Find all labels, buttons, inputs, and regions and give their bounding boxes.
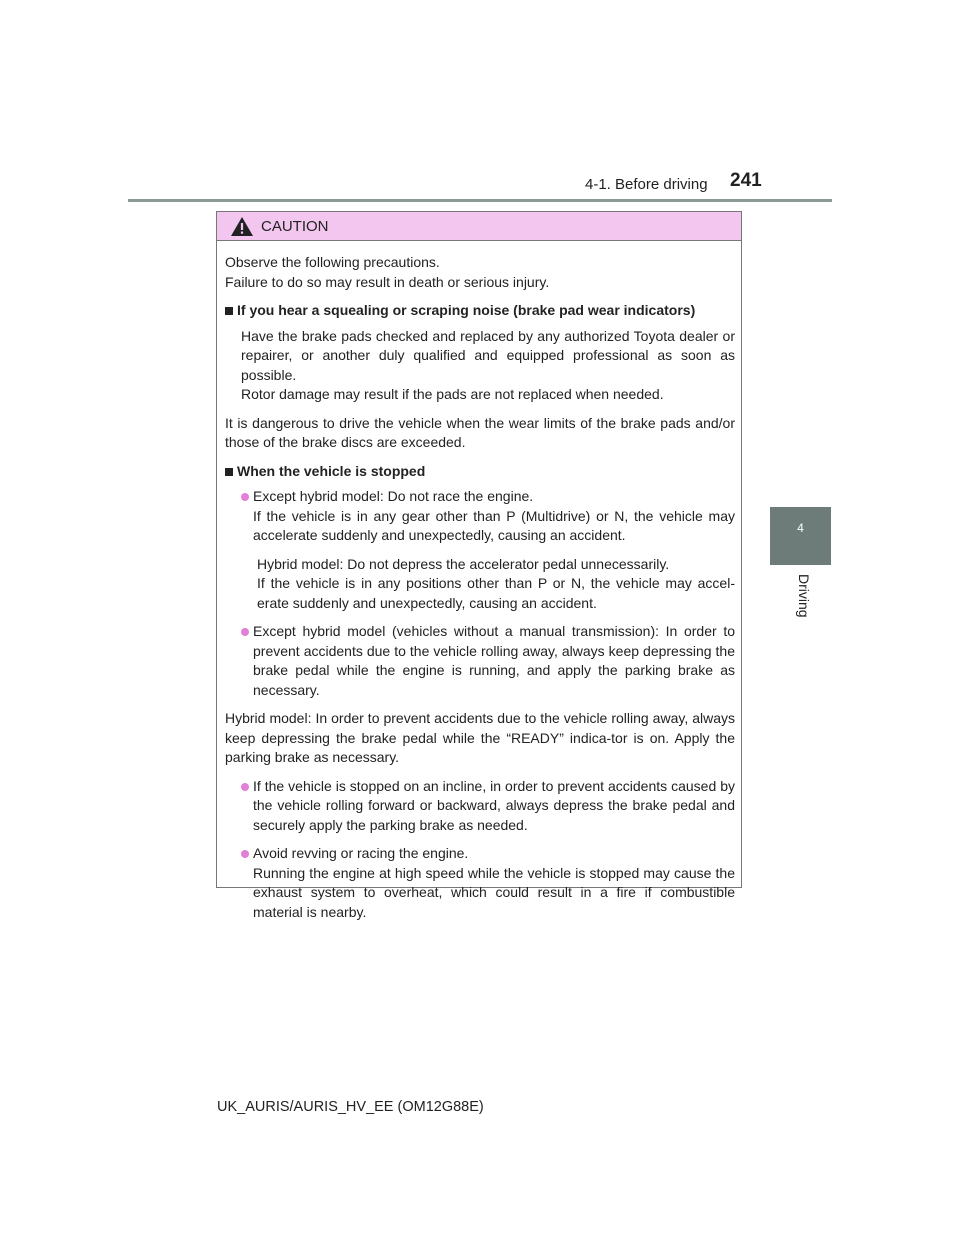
- chapter-tab: [770, 507, 831, 565]
- paragraph-line: Running the engine at high speed while the vehicle is stopped may cause the exhaust system to overheat, which could result in a fire if combustible material is nearby.: [253, 864, 735, 920]
- list-item: [241, 487, 735, 546]
- list-item-text: [253, 487, 735, 546]
- caution-intro: [225, 253, 735, 292]
- brake-pad-paragraph-1: [241, 327, 735, 405]
- list-item: [241, 844, 735, 922]
- warning-triangle-icon: [230, 216, 254, 237]
- brake-pad-paragraph-2: It is dangerous to drive the vehicle when the wear limits of the brake pads and/or those of the brake discs are exceeded.: [225, 414, 735, 450]
- list-item-text: [253, 844, 735, 922]
- chapter-tab-number: 4: [797, 521, 804, 535]
- round-bullet-icon: [241, 493, 249, 501]
- sub-paragraph: [257, 555, 735, 614]
- list-item-text: Except hybrid model (vehicles without a manual transmission): In order to prevent accidents due to the vehicle rolling away, always keep depressing the brake pedal while the engine is running, and apply the parking brake as necessary.: [253, 623, 735, 698]
- sub-paragraph: Hybrid model: In order to prevent accidents due to the vehicle rolling away, always keep depressing the brake pedal while the “READY” indica-tor is on. Apply the parking brake as necessary.: [225, 710, 735, 765]
- page-number: 241: [730, 170, 762, 191]
- round-bullet-icon: [241, 850, 249, 858]
- paragraph-line: Except hybrid model: Do not race the engine.: [253, 488, 534, 504]
- paragraph-line: Rotor damage may result if the pads are not replaced when needed.: [241, 386, 664, 402]
- paragraph-line: Hybrid model: Do not depress the accelerator pedal unnecessarily.: [257, 555, 670, 572]
- round-bullet-icon: [241, 783, 249, 791]
- caution-title: CAUTION: [261, 217, 329, 235]
- list-item-text: If the vehicle is stopped on an incline, in order to prevent accidents caused by the vehicle rolling forward or backward, always depress the brake pedal and securely apply the parking brake as needed.: [253, 777, 735, 833]
- intro-line-1: Observe the following precautions.: [225, 254, 440, 270]
- paragraph-line: If the vehicle is in any positions other than P or N, the vehicle may accel-erate suddenly and unexpectedly, causing an accident.: [257, 575, 735, 611]
- footer-document-code: UK_AURIS/AURIS_HV_EE (OM12G88E): [217, 1099, 484, 1115]
- paragraph-line: If the vehicle is in any gear other than P (Multidrive) or N, the vehicle may accelerate suddenly and unexpectedly, causing an accident.: [253, 507, 735, 543]
- header-divider: [128, 199, 832, 202]
- square-bullet-icon: [225, 307, 233, 315]
- caution-body: [217, 241, 741, 922]
- paragraph-line: Have the brake pads checked and replaced by any authorized Toyota dealer or repairer, or another duly qualified and equipped professional as soon as possible.: [241, 327, 735, 383]
- chapter-tab-label: Driving: [796, 574, 812, 618]
- header-section-title: 4-1. Before driving: [585, 176, 708, 193]
- section-heading-brake-pad: [225, 301, 735, 321]
- caution-header: [217, 212, 741, 241]
- intro-line-2: Failure to do so may result in death or serious injury.: [225, 273, 550, 290]
- round-bullet-icon: [241, 628, 249, 636]
- paragraph-line: Avoid revving or racing the engine.: [253, 845, 469, 861]
- section-heading-vehicle-stopped: [225, 462, 735, 482]
- section-heading-text: If you hear a squealing or scraping noise (brake pad wear indicators): [237, 302, 696, 318]
- square-bullet-icon: [225, 468, 233, 476]
- caution-box: [216, 211, 742, 920]
- section-heading-text: When the vehicle is stopped: [237, 462, 426, 479]
- list-item: [241, 777, 735, 836]
- list-item: [241, 622, 735, 700]
